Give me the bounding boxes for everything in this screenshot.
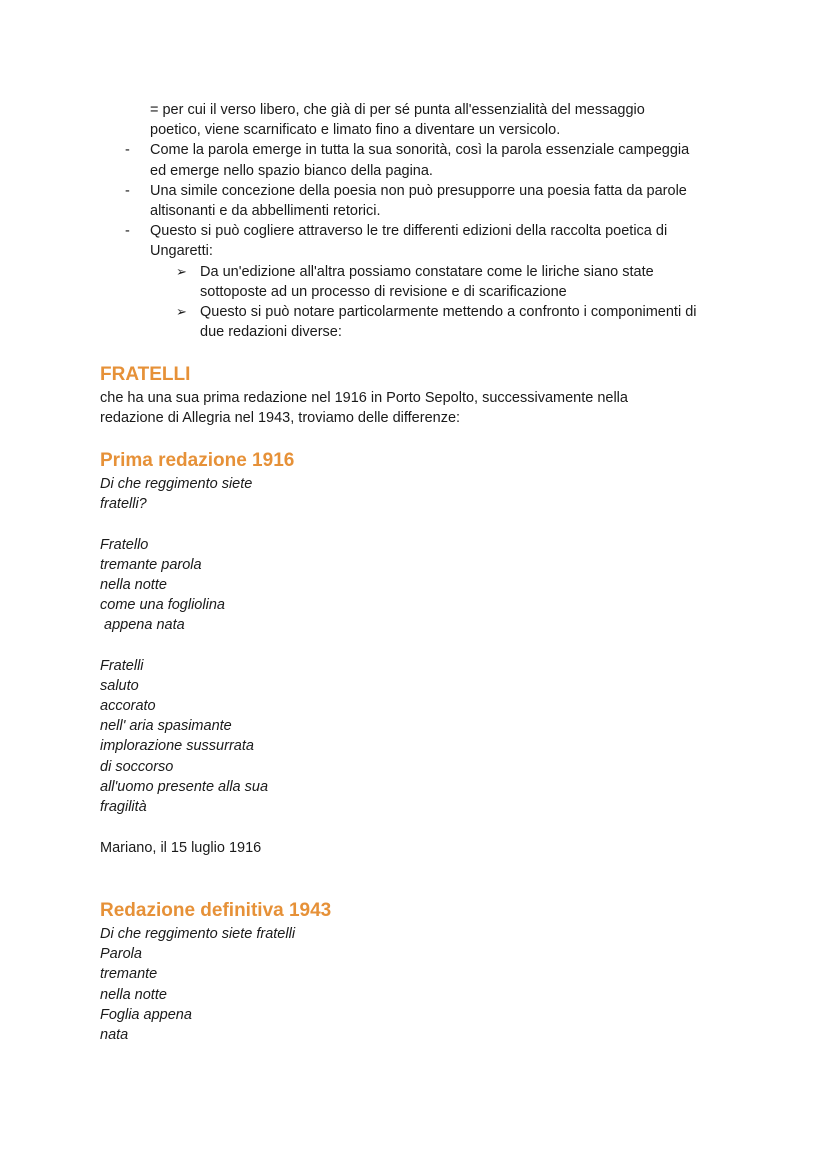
fratelli-body-line-1: che ha una sua prima redazione nel 1916 in Porto Sepolto, successivamente nella <box>100 390 628 406</box>
poem-line: di soccorso <box>100 758 174 775</box>
sub-bullet-item-1 <box>150 262 750 302</box>
poem-line: tremante parola <box>100 556 202 573</box>
bullet-2-line-2: altisonanti e da abbellimenti retorici. <box>150 202 381 219</box>
bullet-1-line-2: ed emerge nello spazio bianco della pagina. <box>150 162 433 179</box>
intro-lead-line-2: poetico, viene scarnificato e limato fino a diventare un versicolo. <box>150 122 561 139</box>
poem-line: tremante <box>100 966 158 983</box>
poem-line: appena nata <box>100 617 185 634</box>
bullet-3-line-2: Ungaretti: <box>150 243 213 260</box>
poem-line: nata <box>100 1026 129 1043</box>
prima-redazione-heading: Prima redazione 1916 <box>100 450 295 471</box>
bullet-1-line-1: Come la parola emerge in tutta la sua sonorità, così la parola essenziale campeggia <box>150 142 690 159</box>
sub-bullet-1-line-2: sottoposte ad un processo di revisione e di scarificazione <box>200 283 567 300</box>
poem-line: implorazione sussurrata <box>100 738 254 755</box>
redazione-definitiva-heading: Redazione definitiva 1943 <box>100 900 332 921</box>
poem-line: Fratello <box>100 536 149 553</box>
redazione-definitiva-poem <box>100 924 295 1045</box>
sub-bullet-2-line-2: due redazioni diverse: <box>200 324 342 341</box>
fratelli-body <box>100 388 740 428</box>
poem-line: Fratelli <box>100 657 144 674</box>
poem-line: nell' aria spasimante <box>100 718 232 735</box>
poem-date: Mariano, il 15 luglio 1916 <box>100 840 262 856</box>
intro-lead-line-1: = per cui il verso libero, che già di per sé punta all'essenzialità del messaggio <box>150 102 645 118</box>
poem-line: Foglia appena <box>100 1006 192 1023</box>
bullet-dash: - <box>125 182 130 199</box>
sub-bullet-2-line-1: Questo si può notare particolarmente mettendo a confronto i componimenti di <box>200 303 697 320</box>
poem-line: saluto <box>100 677 139 694</box>
prima-redazione-poem <box>100 474 268 817</box>
bullet-dash: - <box>125 142 130 159</box>
arrow-bullet-icon: ➢ <box>176 303 187 319</box>
poem-line: Di che reggimento siete fratelli <box>100 926 296 942</box>
sub-bullet-item-2 <box>150 302 750 342</box>
intro-section <box>125 100 750 342</box>
poem-line: come una fogliolina <box>100 597 225 614</box>
bullet-dash: - <box>125 223 130 240</box>
poem-line: Parola <box>100 946 142 963</box>
bullet-item-2 <box>125 181 750 221</box>
poem-line: nella notte <box>100 986 167 1003</box>
poem-line: fragilità <box>100 799 147 815</box>
fratelli-heading: FRATELLI <box>100 364 191 385</box>
poem-line: all'uomo presente alla sua <box>100 778 269 795</box>
fratelli-body-line-2: redazione di Allegria nel 1943, troviamo delle differenze: <box>100 410 461 427</box>
poem-line: nella notte <box>100 576 167 593</box>
poem-line: accorato <box>100 698 156 715</box>
bullet-item-3 <box>125 221 750 261</box>
sub-bullet-1-line-1: Da un'edizione all'altra possiamo constatare come le liriche siano state <box>200 263 654 280</box>
bullet-3-line-1: Questo si può cogliere attraverso le tre differenti edizioni della raccolta poetica di <box>150 223 668 240</box>
arrow-bullet-icon: ➢ <box>176 263 187 279</box>
bullet-2-line-1: Una simile concezione della poesia non può presupporre una poesia fatta da parole <box>150 182 687 199</box>
poem-line: Di che reggimento siete <box>100 476 253 492</box>
bullet-item-1 <box>125 140 750 180</box>
poem-line: fratelli? <box>100 496 147 513</box>
